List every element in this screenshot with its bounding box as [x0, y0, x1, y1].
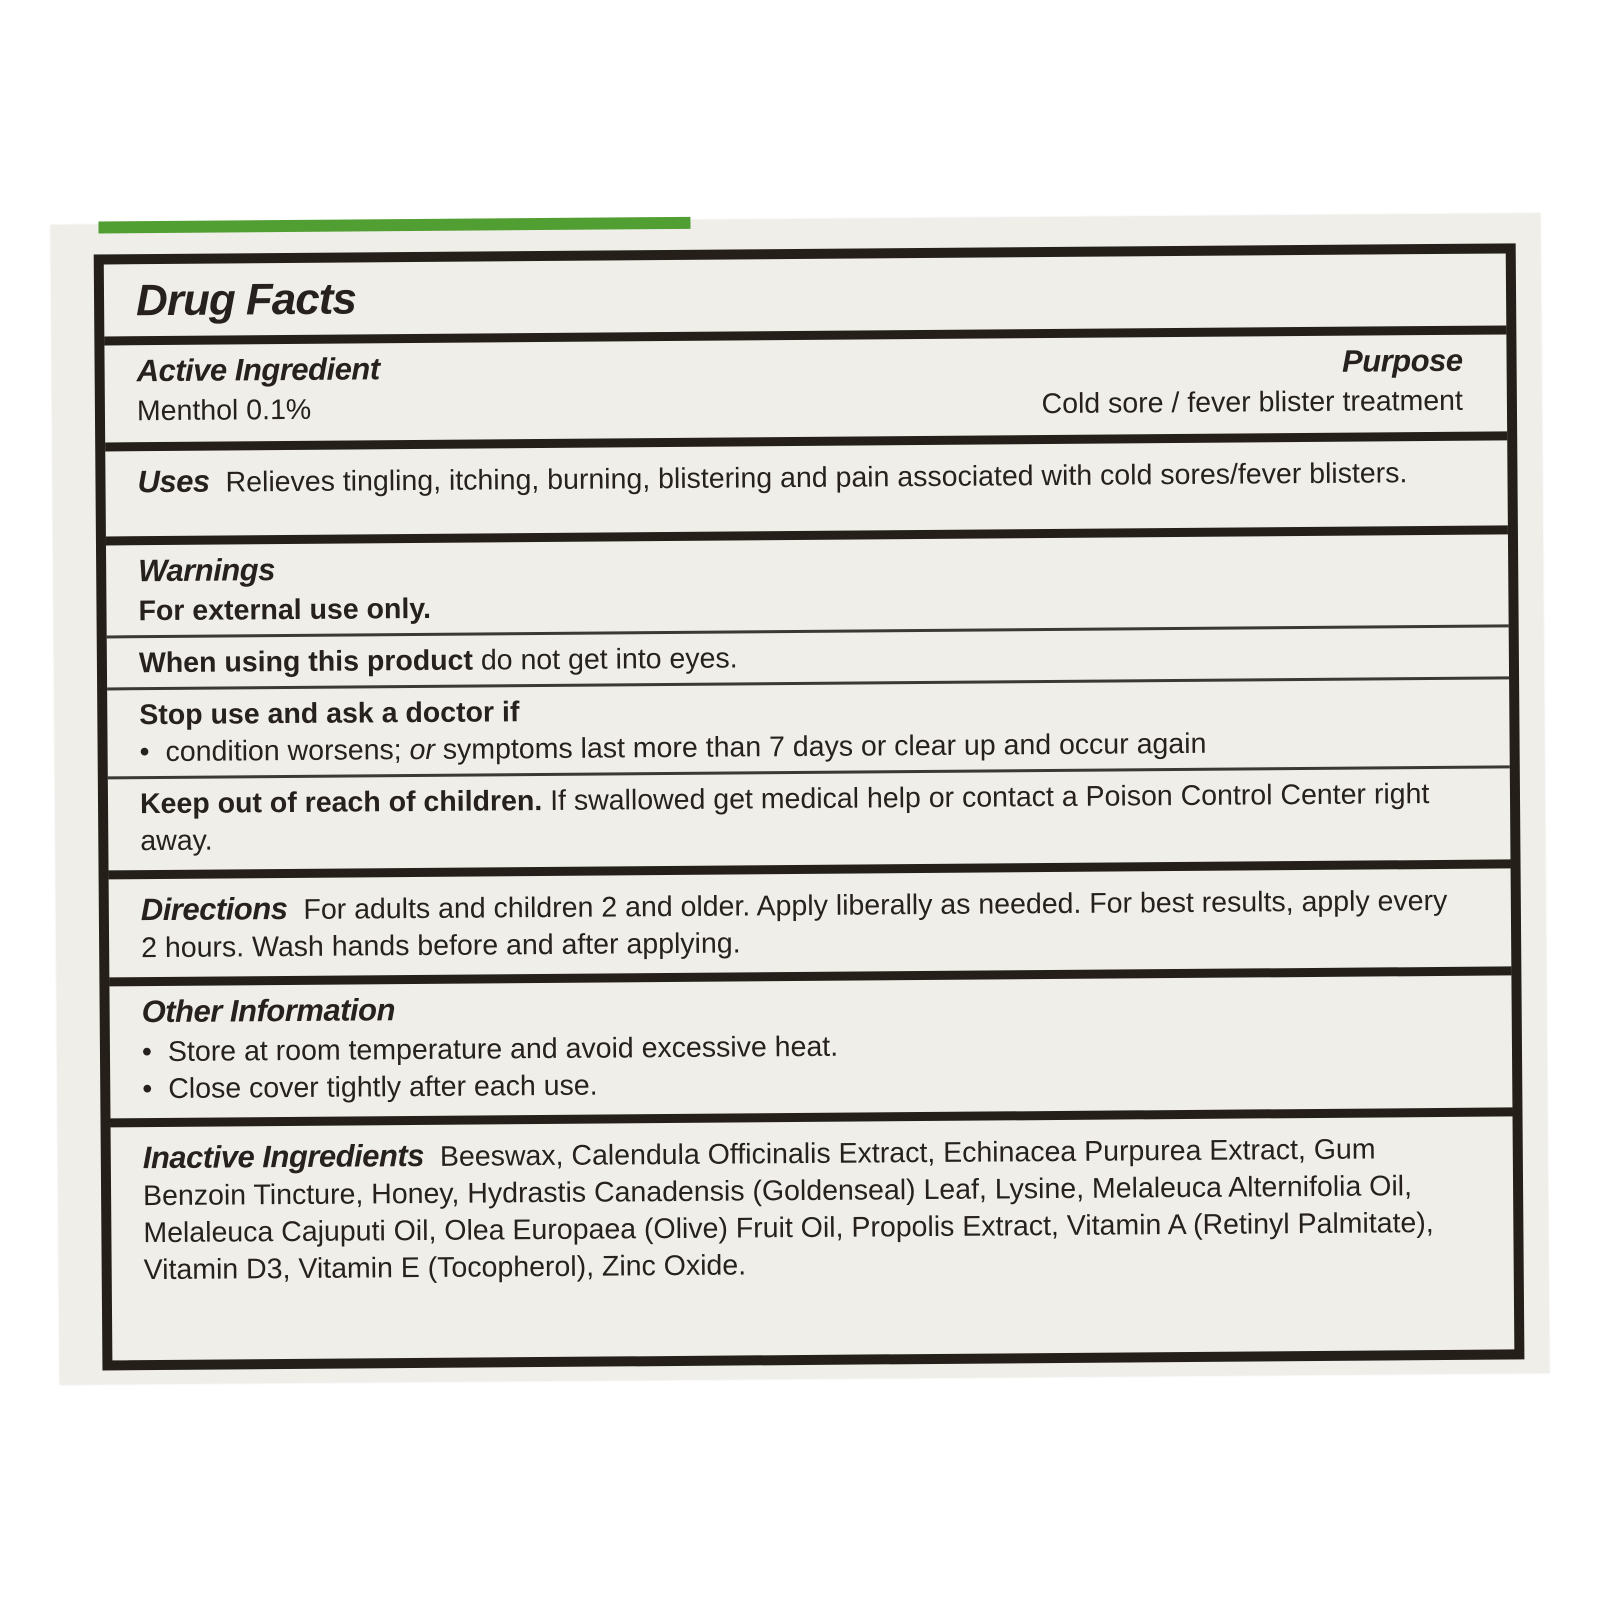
purpose-heading: Purpose — [1341, 342, 1463, 379]
stop-use-heading: Stop use and ask a doctor if — [139, 696, 520, 732]
when-using-text: do not get into eyes. — [472, 642, 738, 677]
bullet-dot-icon: • — [139, 736, 150, 769]
stop-use-bullet-text — [165, 726, 1206, 771]
uses-heading: Uses — [137, 463, 210, 500]
stop-use-bullet-italic: or — [409, 733, 436, 767]
bullet-dot-icon: • — [141, 1036, 153, 1069]
warnings-heading: Warnings — [138, 552, 275, 589]
keep-out-warning — [140, 776, 1467, 860]
stop-use-bullet-pre: condition worsens; — [165, 734, 410, 768]
keep-out-bold: Keep out of reach of children. — [139, 785, 543, 821]
drug-facts-title: Drug Facts — [135, 274, 357, 326]
when-using-warning — [139, 635, 1465, 682]
other-information-heading: Other Information — [141, 992, 396, 1030]
inactive-ingredients-text: Beeswax, Calendula Officinalis Extract, Echinacea Purpurea Extract, Gum Benzoin Tincture, Honey, Hydrastis Canadensis (Goldenseal) Leaf, Lysine, Melaleuca Alternifolia Oil, Melaleuca Cajuputi Oil, Olea Europaea (Olive) Fruit Oil, Propolis Extract, Vitamin A (Retinyl Palmitate), Vitamin D3, Vitamin E (Tocopherol), Zinc Oxide. — [142, 1133, 1434, 1287]
uses-text: Relieves tingling, itching, burning, blistering and pain associated with cold sores/fever blisters. — [225, 457, 1408, 499]
keep-out-text: If swallowed get medical help or contact a Poison Control Center right away. — [140, 778, 1430, 858]
stop-use-bullet-post: symptoms last more than 7 days or clear up and occur again — [434, 727, 1207, 766]
section-warnings — [106, 525, 1511, 870]
purpose-value: Cold sore / fever blister treatment — [1041, 384, 1464, 421]
section-uses — [105, 431, 1508, 536]
when-using-bold: When using this product — [138, 644, 474, 680]
drug-facts-panel — [94, 243, 1525, 1370]
uses-paragraph — [137, 453, 1463, 502]
active-ingredient-heading: Active Ingredient — [136, 351, 380, 389]
directions-paragraph — [141, 881, 1468, 967]
active-ingredient-column — [136, 351, 380, 430]
section-active-ingredient — [104, 325, 1507, 442]
directions-heading: Directions — [140, 891, 288, 928]
active-ingredient-value: Menthol 0.1% — [136, 393, 312, 428]
other-info-bullet-text: Store at room temperature and avoid excessive heat. — [167, 1030, 839, 1068]
green-accent-bar — [98, 217, 690, 234]
purpose-column — [1041, 343, 1463, 423]
inactive-ingredients-paragraph — [143, 1129, 1470, 1289]
section-title — [104, 253, 1507, 336]
product-label-card — [50, 213, 1549, 1385]
directions-text: For adults and children 2 and older. Apply liberally as needed. For best results, apply every 2 hours. Wash hands before and after applying. — [141, 884, 1448, 965]
section-directions — [109, 859, 1512, 977]
section-other-information — [109, 966, 1512, 1118]
other-info-bullet-text: Close cover tightly after each use. — [168, 1069, 598, 1105]
external-use-warning: For external use only. — [138, 592, 432, 628]
bullet-dot-icon: • — [142, 1073, 153, 1106]
section-inactive-ingredients — [110, 1107, 1514, 1360]
inactive-ingredients-heading: Inactive Ingredients — [142, 1137, 425, 1176]
